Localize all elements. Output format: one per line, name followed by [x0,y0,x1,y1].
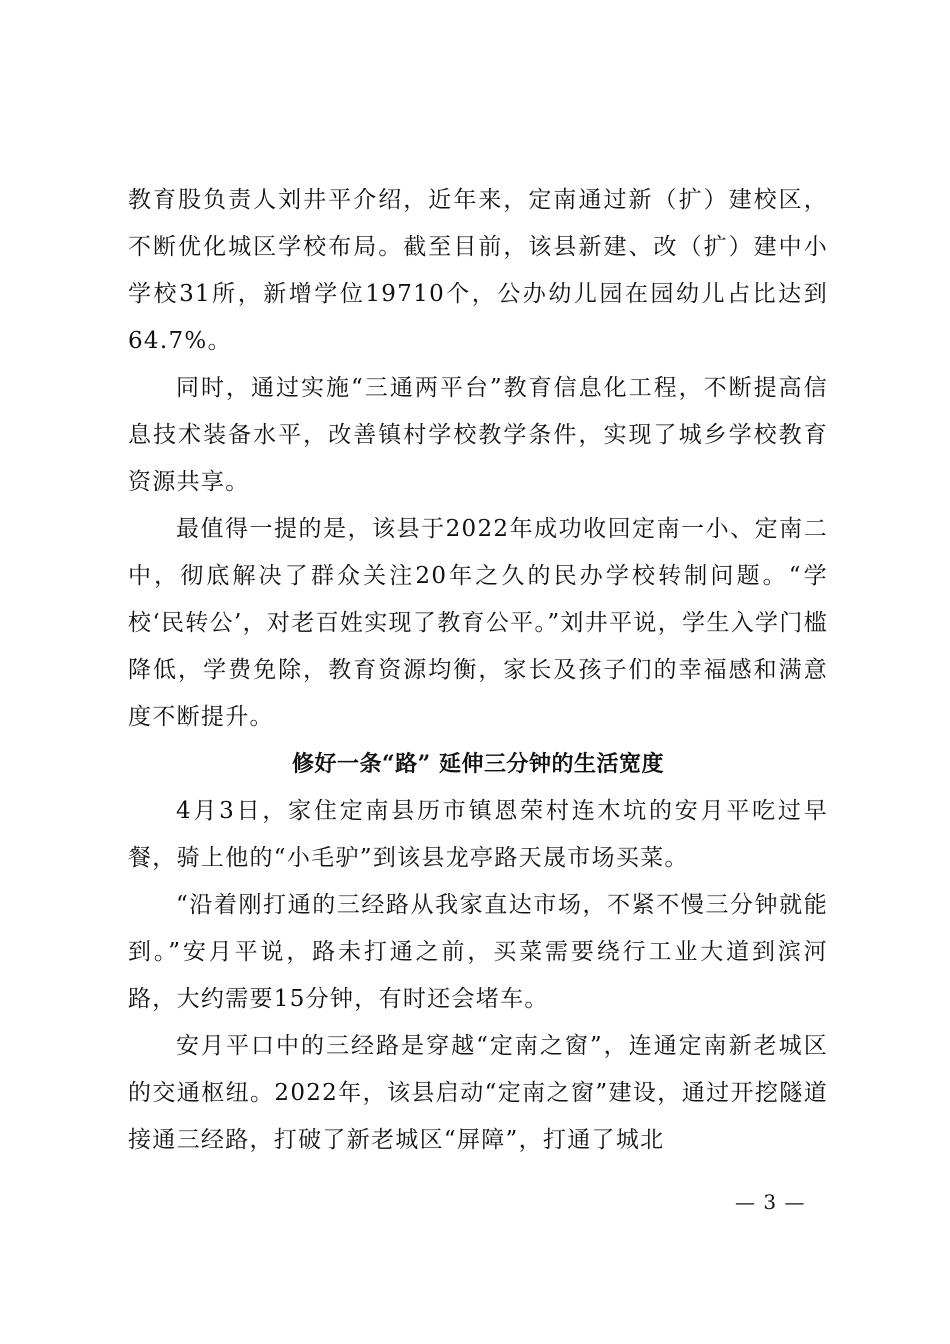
paragraph-info-project: 同时，通过实施“三通两平台”教育信息化工程，不断提高信息技术装备水平，改善镇村学校教学条件，实现了城乡学校教育资源共享。 [128,375,828,495]
page-number: — 3 — [735,1190,806,1214]
paragraph-road-project: 安月平口中的三经路是穿越“定南之窗”，连通定南新老城区的交通枢纽。2022年，该县启动“定南之窗”建设，通过开挖隧道接通三经路，打破了新老城区“屏障”，打通了城北 [128,1033,828,1153]
paragraph-resident-story: 4月3日，家住定南县历市镇恩荣村连木坑的安月平吃过早餐，骑上他的“小毛驴”到该县龙亭路天晟市场买菜。 [128,798,828,871]
paragraph-resident-quote: “沿着刚打通的三经路从我家直达市场，不紧不慢三分钟就能到。”安月平说，路未打通之前，买菜需要绕行工业大道到滨河路，大约需要15分钟，有时还会堵车。 [128,892,828,1012]
paragraph-continuation: 教育股负责人刘井平介绍，近年来，定南通过新（扩）建校区，不断优化城区学校布局。截至目前，该县新建、改（扩）建中小学校31所，新增学位19710个，公办幼儿园在园幼儿占比达到64.7%。 [128,187,828,354]
paragraph-school-transfer: 最值得一提的是，该县于2022年成功收回定南一小、定南二中，彻底解决了群众关注20年之久的民办学校转制问题。“学校‘民转公’，对老百姓实现了教育公平。”刘井平说，学生入学门槛降低，学费免除，教育资源均衡，家长及孩子们的幸福感和满意度不断提升。 [128,516,828,730]
article-body [128,177,828,1164]
section-heading: 修好一条“路” 延伸三分钟的生活宽度 [292,751,664,777]
